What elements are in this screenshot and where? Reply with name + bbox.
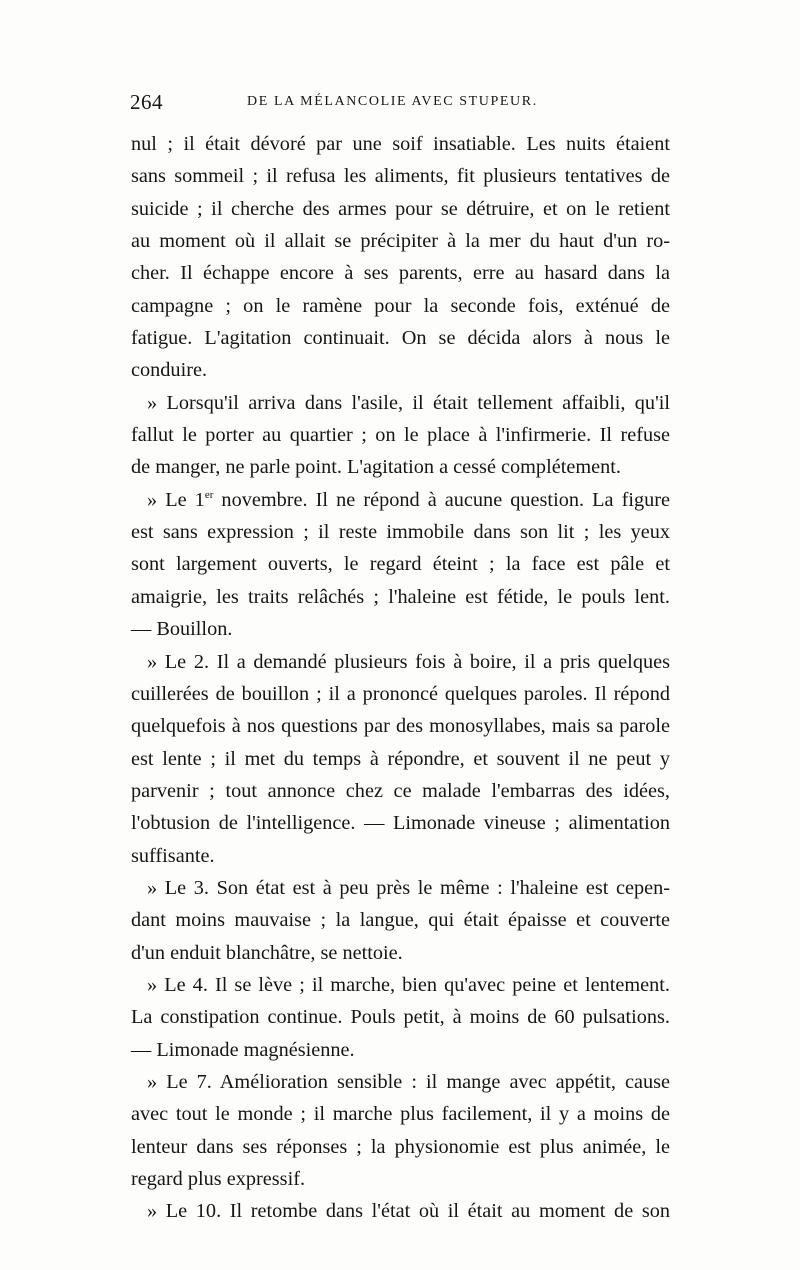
- text-line: nul ; il était dévoré par une soif insatiable. Les nuits étaient: [131, 133, 670, 155]
- text-line: parvenir ; tout annonce chez ce malade l'embarras des idées,: [131, 779, 670, 802]
- text-line: sans sommeil ; il refusa les aliments, fit plusieurs tentatives de: [131, 165, 670, 188]
- paragraph-end-line: conduire.: [131, 359, 208, 382]
- paragraph-start-line: » Le 10. Il retombe dans l'état où il était au moment de son: [147, 1200, 670, 1223]
- text-line: lenteur dans ses réponses ; la physionomie est plus animée, le: [131, 1135, 670, 1158]
- text-line: est lente ; il met du temps à répondre, et souvent il ne peut y: [131, 747, 670, 770]
- paragraph-start-line: » Le 2. Il a demandé plusieurs fois à boire, il a pris quelques: [147, 650, 670, 673]
- paragraph-end-line: d'un enduit blanchâtre, se nettoie.: [131, 941, 403, 964]
- paragraph-end-line: suffisante.: [131, 844, 215, 867]
- date-rest: novembre. Il ne répond à aucune question. La figure: [213, 488, 670, 511]
- paragraph-start-line: » Le 7. Amélioration sensible : il mange avec appétit, cause: [147, 1070, 670, 1093]
- paragraph-end-line: — Bouillon.: [131, 618, 233, 641]
- text-line: amaigrie, les traits relâchés ; l'haleine est fétide, le pouls lent.: [131, 585, 670, 608]
- text-line: cher. Il échappe encore à ses parents, erre au hasard dans la: [131, 262, 670, 285]
- paragraph-start-line: » Le 4. Il se lève ; il marche, bien qu'avec peine et lentement.: [147, 973, 670, 996]
- text-line: La constipation continue. Pouls petit, à moins de 60 pulsations.: [131, 1006, 670, 1029]
- page-number: 264: [130, 90, 163, 114]
- running-title: DE LA MÉLANCOLIE AVEC STUPEUR.: [247, 94, 538, 109]
- text-line: au moment où il allait se précipiter à la mer du haut d'un ro-: [131, 230, 670, 253]
- text-line: fatigue. L'agitation continuait. On se décida alors à nous le: [131, 327, 670, 350]
- paragraph-end-line: regard plus expressif.: [131, 1168, 306, 1190]
- text-line: quelquefois à nos questions par des monosyllabes, mais sa parole: [131, 715, 670, 738]
- date-prefix: » Le 1: [147, 488, 205, 511]
- page-header: [130, 90, 670, 118]
- text-line: cuillerées de bouillon ; il a prononcé quelques paroles. Il répond: [131, 682, 670, 705]
- text-line: campagne ; on le ramène pour la seconde fois, exténué de: [131, 294, 670, 317]
- text-line: suicide ; il cherche des armes pour se détruire, et on le retient: [131, 197, 670, 220]
- text-line: est sans expression ; il reste immobile dans son lit ; les yeux: [131, 521, 670, 544]
- paragraph-start-line: » Lorsqu'il arriva dans l'asile, il était tellement affaibli, qu'il: [147, 391, 670, 414]
- paragraph-start-line: [131, 484, 670, 516]
- text-line: dant moins mauvaise ; la langue, qui était épaisse et couverte: [131, 909, 670, 932]
- text-line: l'obtusion de l'intelligence. — Limonade vineuse ; alimentation: [131, 812, 670, 835]
- paragraph-end-line: — Limonade magnésienne.: [131, 1038, 355, 1061]
- ordinal-superscript: er: [204, 489, 214, 502]
- body-text: [131, 128, 670, 1228]
- paragraph-start-line: » Le 3. Son état est à peu près le même : l'haleine est cepen-: [147, 876, 670, 899]
- paragraph-end-line: de manger, ne parle point. L'agitation a cessé complétement.: [131, 456, 621, 479]
- text-line: fallut le porter au quartier ; on le place à l'infirmerie. Il refuse: [131, 424, 670, 447]
- text-line: sont largement ouverts, le regard éteint ; la face est pâle et: [131, 553, 670, 576]
- text-line: avec tout le monde ; il marche plus facilement, il y a moins de: [131, 1103, 670, 1126]
